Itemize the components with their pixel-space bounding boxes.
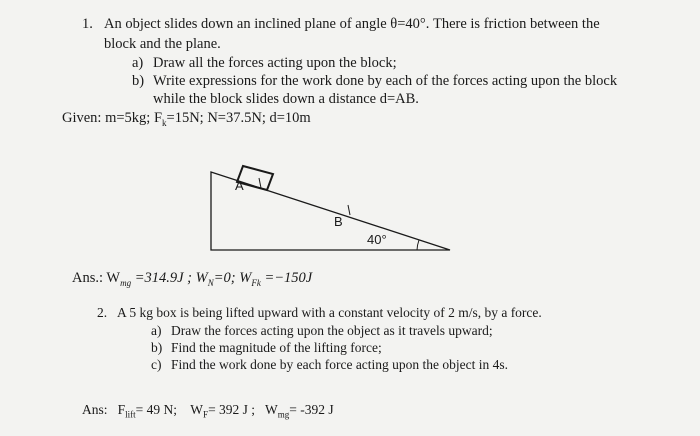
problem-2-answer xyxy=(82,402,334,423)
problem-1-number: 1. xyxy=(82,16,93,32)
problem-2-part-c: Find the work done by each force acting upon the object in 4s. xyxy=(171,357,509,372)
problem-1-part-a: Draw all the forces acting upon the block; xyxy=(153,55,397,71)
problem-1-part-a-marker: a) xyxy=(132,55,144,71)
problem-1-text-line1: An object slides down an inclined plane of angle θ=40°. There is friction between the xyxy=(104,16,600,32)
problem-2-part-b-marker: b) xyxy=(151,340,163,355)
answer-1-w2-sub: N xyxy=(207,277,214,288)
point-b-tick xyxy=(348,205,350,215)
given-text: Given: m=5kg; F xyxy=(62,110,163,126)
problem-2-number: 2. xyxy=(97,305,108,320)
answer-2-wmg-sub: mg xyxy=(277,409,290,420)
problem-2-part-b: Find the magnitude of the lifting force; xyxy=(171,340,382,355)
angle-label: 40° xyxy=(367,232,387,247)
inclined-plane-figure xyxy=(205,150,465,260)
answer-1-w3: W xyxy=(239,270,252,286)
answer-1-w3-sub: Fk xyxy=(251,277,261,288)
answer-1-w1-sub: mg xyxy=(120,277,132,288)
answer-2-f: F xyxy=(117,402,126,417)
answer-2-wmg: W xyxy=(264,402,278,417)
answer-2-wmg-val: = -392 J xyxy=(289,402,334,417)
answer-2-prefix: Ans: xyxy=(82,402,108,417)
given-values xyxy=(62,110,311,131)
given-rest: =15N; N=37.5N; d=10m xyxy=(166,110,311,126)
problem-2-part-a: Draw the forces acting upon the object as it travels upward; xyxy=(171,323,493,338)
answer-1-w1-val: =314.9J ; xyxy=(134,270,193,286)
answer-2-wf-val: = 392 J ; xyxy=(208,402,256,417)
answer-1-prefix: Ans.: W xyxy=(72,270,121,286)
answer-2-f-val: = 49 N; xyxy=(135,402,178,417)
point-a-tick xyxy=(259,178,261,188)
answer-2-wf: W xyxy=(190,402,204,417)
answer-2-f-sub: lift xyxy=(125,409,136,420)
answer-2-wf-sub: F xyxy=(203,409,209,420)
answer-1-w2: W xyxy=(195,270,208,286)
angle-arc xyxy=(417,240,419,250)
problem-1-part-b-marker: b) xyxy=(132,73,145,89)
problem-1-answer xyxy=(72,270,312,291)
problem-2-text: A 5 kg box is being lifted upward with a constant velocity of 2 m/s, by a force. xyxy=(117,305,542,320)
answer-1-w3-val: =−150J xyxy=(264,270,313,286)
label-a: A xyxy=(235,178,244,193)
problem-1-part-b-line1: Write expressions for the work done by each of the forces acting upon the block xyxy=(153,73,618,89)
problem-2-part-c-marker: c) xyxy=(151,357,162,372)
given-sub: k xyxy=(162,117,167,128)
problem-1-part-b-line2: while the block slides down a distance d=AB. xyxy=(153,91,419,107)
problem-1-text-line2: block and the plane. xyxy=(104,36,221,52)
problem-2-part-a-marker: a) xyxy=(151,323,162,338)
answer-1-w2-val: =0; xyxy=(213,270,236,286)
label-b: B xyxy=(334,214,343,229)
